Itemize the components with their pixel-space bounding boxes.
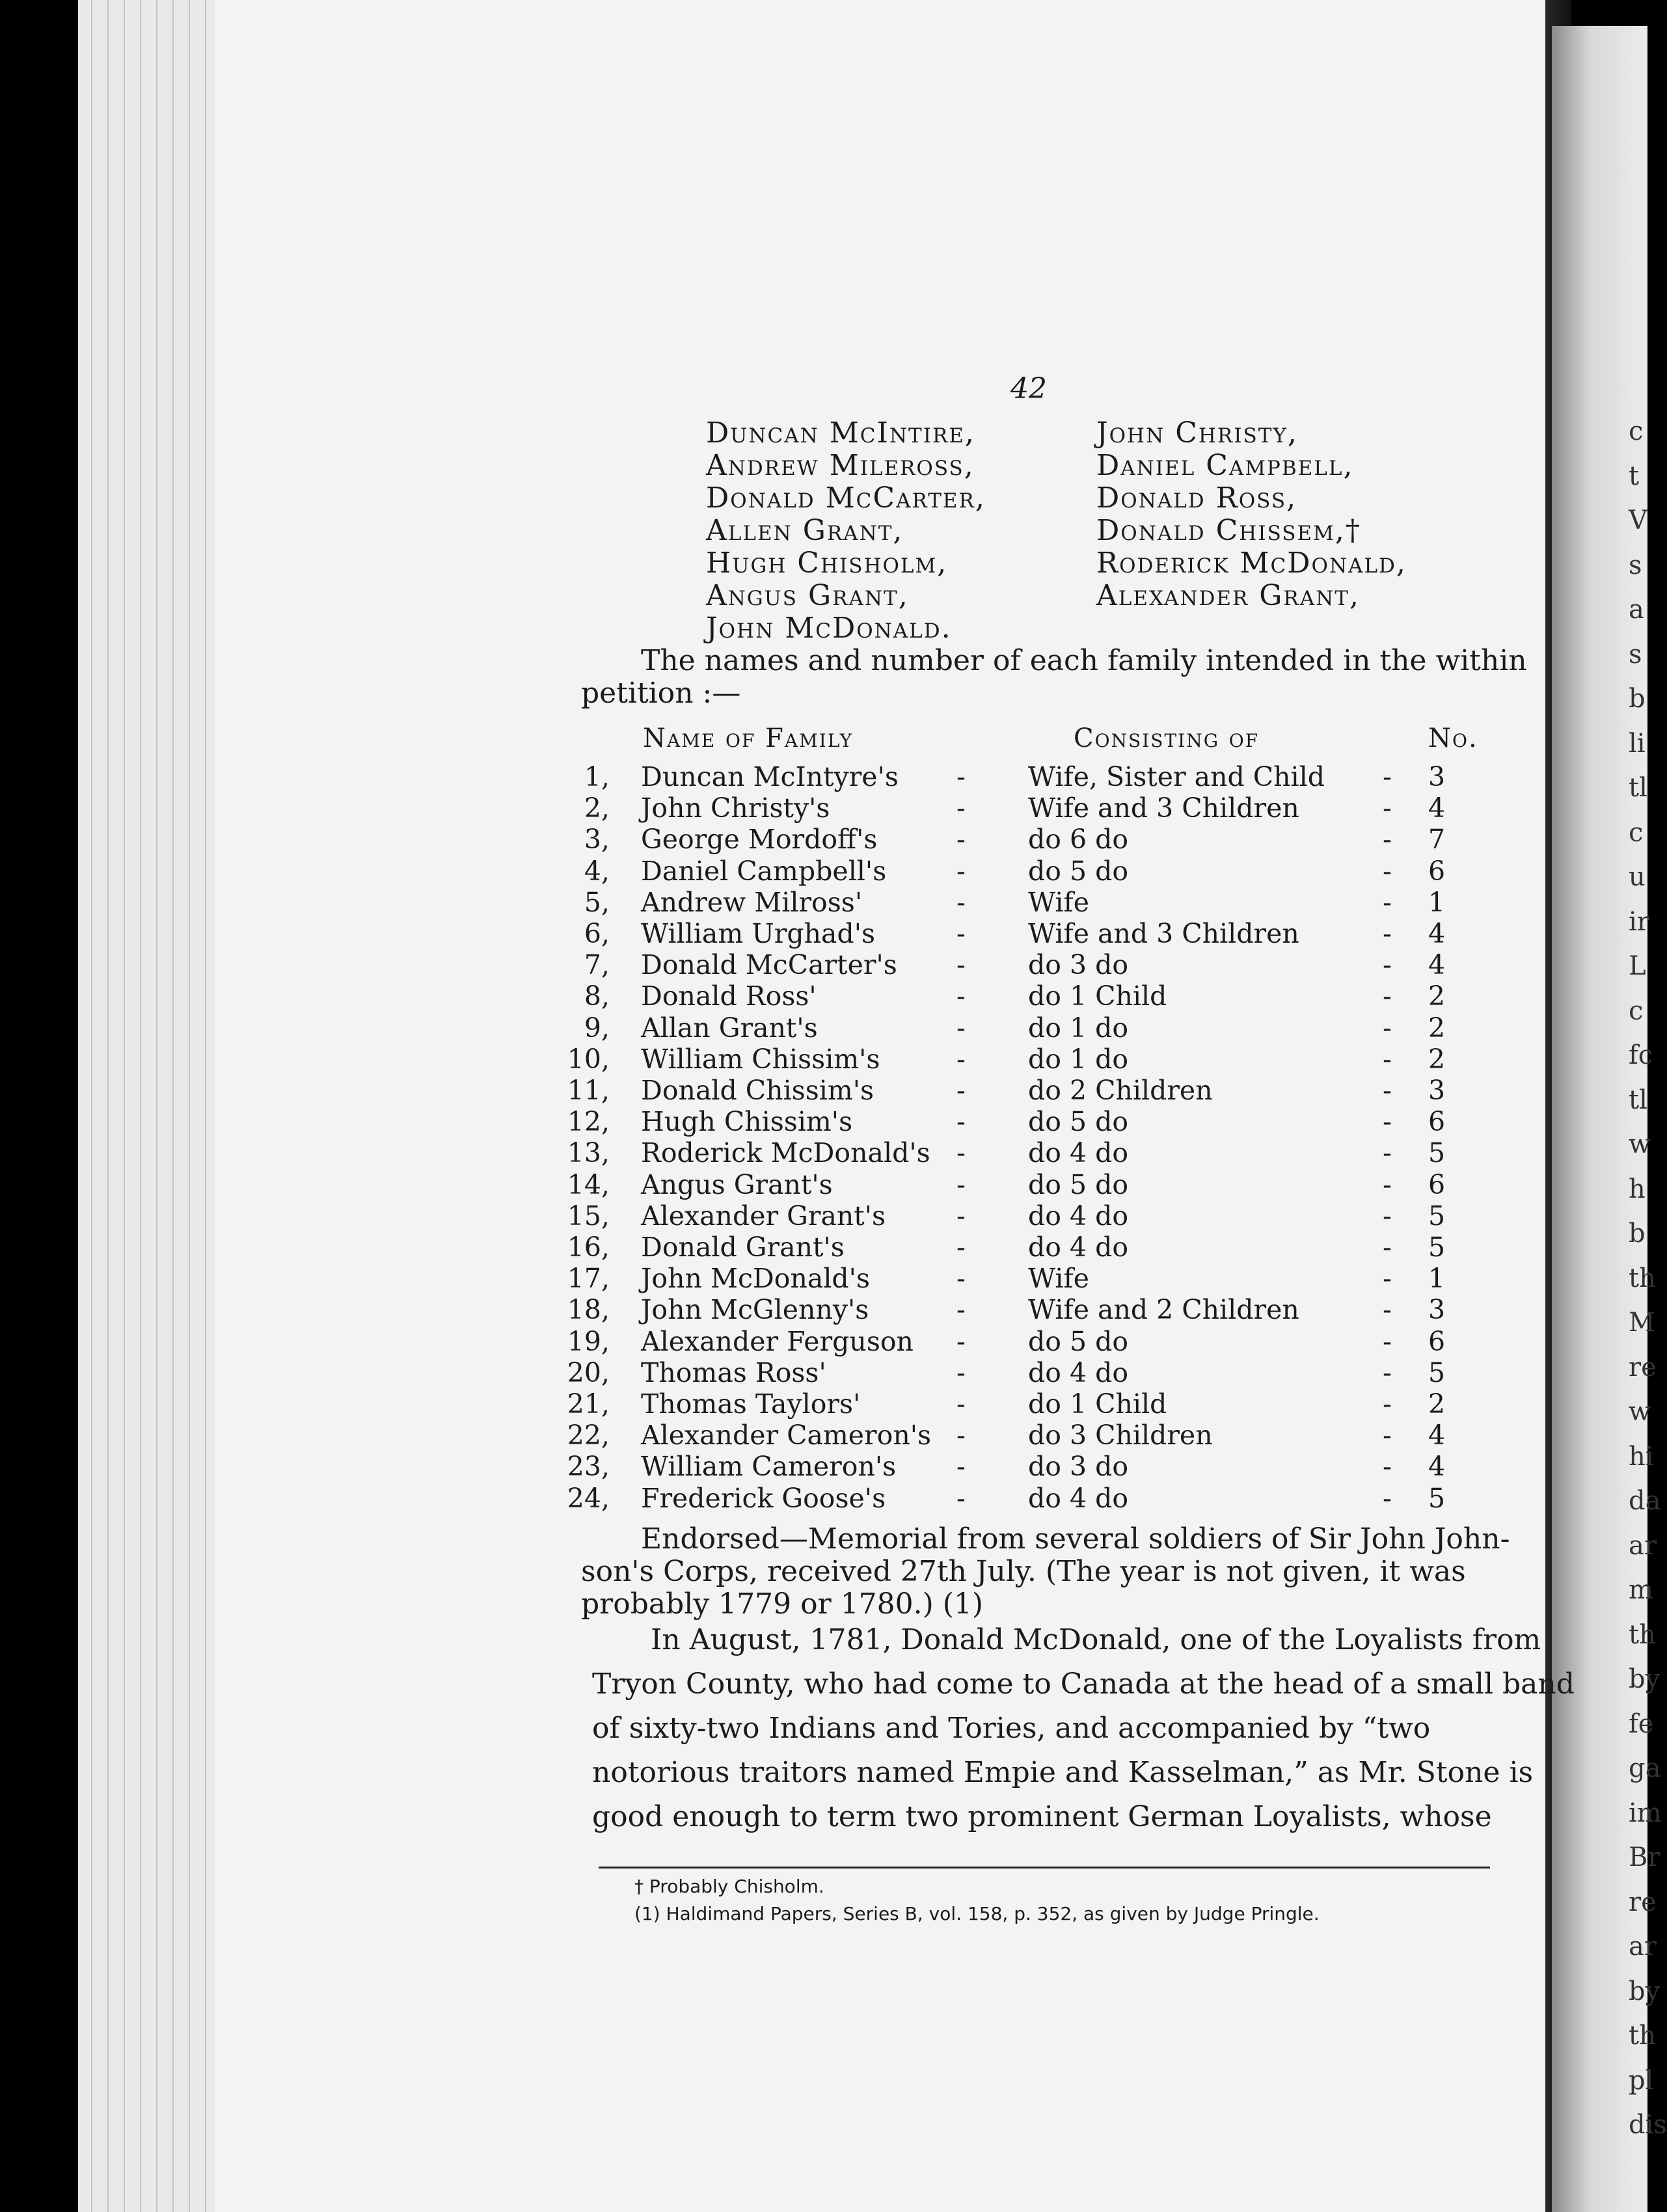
row-dash: - <box>1383 1388 1392 1420</box>
adjacent-page-fragment: ar <box>1629 1932 1657 1962</box>
row-dash: - <box>956 1106 966 1138</box>
signatory-right: Alexander Grant, <box>1096 579 1360 612</box>
signatory-left: Angus Grant, <box>706 579 909 612</box>
row-dash: - <box>956 1420 966 1451</box>
adjacent-page-fragment: c <box>1629 416 1644 446</box>
row-dash: - <box>1383 1356 1392 1388</box>
row-dash: - <box>1383 918 1392 949</box>
row-number: 4 <box>1428 792 1446 824</box>
row-dash: - <box>956 761 966 792</box>
row-dash: - <box>956 949 966 981</box>
row-family-name: Donald Grant's <box>641 1232 845 1263</box>
row-dash: - <box>956 1043 966 1075</box>
row-index: 11, <box>567 1075 610 1106</box>
page-number: 42 <box>1010 372 1047 405</box>
adjacent-page-fragment: li <box>1629 728 1646 759</box>
adjacent-page-fragment: im <box>1629 1798 1662 1828</box>
adjacent-page-fragment: fe <box>1629 1708 1654 1739</box>
signatory-left: John McDonald. <box>706 612 952 645</box>
row-dash: - <box>956 1200 966 1232</box>
adjacent-page-fragment: ir <box>1629 906 1649 937</box>
row-index: 7, <box>584 949 610 981</box>
adjacent-page-fragment: ga <box>1629 1753 1661 1783</box>
row-number: 5 <box>1428 1482 1446 1514</box>
row-dash: - <box>1383 1482 1392 1514</box>
table-row <box>0 761 1647 792</box>
row-family-name: Hugh Chissim's <box>641 1106 853 1138</box>
adjacent-page-fragment: V <box>1629 506 1647 535</box>
row-dash: - <box>1383 1012 1392 1044</box>
row-dash: - <box>1383 1075 1392 1106</box>
paragraph-line: Tryon County, who had come to Canada at the head of a small band <box>592 1667 1575 1701</box>
row-dash: - <box>956 1168 966 1200</box>
row-family-name: William Cameron's <box>641 1451 897 1483</box>
row-consisting: do 3 do <box>1028 949 1129 981</box>
header-no: No. <box>1428 723 1478 753</box>
row-family-name: Alexander Cameron's <box>641 1420 932 1451</box>
signatory-right: Daniel Campbell, <box>1096 449 1354 482</box>
table-row <box>0 1075 1647 1106</box>
signatory-left: Allen Grant, <box>706 514 904 547</box>
adjacent-page-fragment: M <box>1629 1308 1655 1338</box>
intro-line-2: petition :— <box>581 677 741 710</box>
row-dash: - <box>1383 1451 1392 1483</box>
row-consisting: do 5 do <box>1028 1168 1129 1200</box>
adjacent-page-fragment: L <box>1629 951 1646 981</box>
row-dash: - <box>1383 1043 1392 1075</box>
adjacent-page-fragment: ar <box>1629 1530 1657 1561</box>
adjacent-page-fragment: by <box>1629 1664 1660 1694</box>
row-dash: - <box>956 1388 966 1420</box>
row-dash: - <box>956 824 966 856</box>
row-index: 8, <box>584 980 610 1012</box>
row-dash: - <box>1383 1106 1392 1138</box>
row-consisting: do 1 Child <box>1028 1388 1167 1420</box>
paragraph-line: good enough to term two prominent German Loyalists, whose <box>592 1800 1492 1833</box>
row-index: 21, <box>567 1388 610 1420</box>
adjacent-page-fragment: w <box>1629 1397 1651 1427</box>
adjacent-page-fragment: dis <box>1629 2110 1667 2140</box>
row-index: 3, <box>584 824 610 856</box>
footnote-1: (1) Haldimand Papers, Series B, vol. 158, p. 352, as given by Judge Pringle. <box>634 1903 1320 1924</box>
row-dash: - <box>956 1294 966 1326</box>
row-dash: - <box>1383 792 1392 824</box>
row-dash: - <box>1383 1137 1392 1169</box>
signatory-left: Andrew Mileross, <box>706 449 975 482</box>
adjacent-page-fragment: s <box>1629 550 1642 580</box>
table-row <box>0 949 1647 980</box>
table-row <box>0 1263 1647 1294</box>
row-number: 4 <box>1428 1451 1446 1483</box>
row-index: 10, <box>567 1043 610 1075</box>
table-row <box>0 1044 1647 1075</box>
adjacent-page-fragment: by <box>1629 1976 1660 2006</box>
adjacent-page-fragment: c <box>1629 817 1644 848</box>
row-family-name: Andrew Milross' <box>641 886 863 918</box>
paragraph-line: In August, 1781, Donald McDonald, one of the Loyalists from <box>651 1623 1541 1656</box>
row-family-name: Roderick McDonald's <box>641 1137 930 1169</box>
row-dash: - <box>956 1232 966 1263</box>
row-family-name: John McDonald's <box>641 1263 870 1295</box>
row-number: 6 <box>1428 1106 1446 1138</box>
adjacent-page-fragment: re <box>1629 1887 1657 1917</box>
row-index: 6, <box>584 918 610 949</box>
row-index: 23, <box>567 1451 610 1483</box>
row-family-name: Daniel Campbell's <box>641 855 887 887</box>
row-consisting: do 4 do <box>1028 1200 1129 1232</box>
table-row <box>0 792 1647 824</box>
row-consisting: do 4 do <box>1028 1232 1129 1263</box>
signatory-right: John Christy, <box>1096 416 1298 450</box>
row-number: 6 <box>1428 1168 1446 1200</box>
row-number: 4 <box>1428 949 1446 981</box>
row-consisting: do 4 do <box>1028 1137 1129 1169</box>
row-number: 7 <box>1428 824 1446 856</box>
row-number: 5 <box>1428 1137 1446 1169</box>
row-number: 2 <box>1428 1043 1446 1075</box>
row-family-name: Thomas Taylors' <box>641 1388 861 1420</box>
row-dash: - <box>956 1263 966 1295</box>
signatory-left: Donald McCarter, <box>706 481 986 515</box>
table-row <box>0 1137 1647 1168</box>
row-number: 5 <box>1428 1356 1446 1388</box>
row-family-name: Donald Chissim's <box>641 1075 874 1106</box>
row-consisting: do 3 do <box>1028 1451 1129 1483</box>
row-consisting: do 5 do <box>1028 1106 1129 1138</box>
signatory-left: Duncan McIntire, <box>706 416 975 450</box>
table-row <box>0 824 1647 855</box>
endorsed-line: son's Corps, received 27th July. (The year is not given, it was <box>581 1555 1466 1588</box>
adjacent-page-fragment: th <box>1629 2021 1656 2051</box>
row-number: 1 <box>1428 1263 1446 1295</box>
adjacent-page-fragment: pl <box>1629 2065 1654 2096</box>
row-dash: - <box>956 1075 966 1106</box>
table-row <box>0 1451 1647 1482</box>
row-index: 9, <box>584 1012 610 1044</box>
row-index: 1, <box>584 761 610 792</box>
row-consisting: do 6 do <box>1028 824 1129 856</box>
table-row <box>0 1106 1647 1137</box>
signatory-left: Hugh Chisholm, <box>706 546 948 580</box>
adjacent-page-fragment: s <box>1629 639 1642 669</box>
adjacent-page-fragment: m <box>1629 1575 1653 1605</box>
adjacent-page-fragment: b <box>1629 684 1646 714</box>
adjacent-page-fragment: tl <box>1629 773 1647 803</box>
row-consisting: do 4 do <box>1028 1356 1129 1388</box>
row-dash: - <box>1383 1263 1392 1295</box>
row-index: 5, <box>584 886 610 918</box>
row-family-name: Duncan McIntyre's <box>641 761 899 792</box>
row-family-name: Thomas Ross' <box>641 1356 826 1388</box>
row-dash: - <box>956 1451 966 1483</box>
row-family-name: Alexander Ferguson <box>641 1325 914 1357</box>
row-family-name: Alexander Grant's <box>641 1200 886 1232</box>
adjacent-page-fragment: u <box>1629 862 1646 892</box>
adjacent-page-fragment: c <box>1629 995 1644 1026</box>
row-number: 2 <box>1428 1012 1446 1044</box>
row-consisting: do 3 Children <box>1028 1420 1213 1451</box>
row-index: 18, <box>567 1294 610 1326</box>
endorsed-line: Endorsed—Memorial from several soldiers of Sir John John- <box>641 1522 1510 1556</box>
table-row <box>0 1294 1647 1325</box>
row-number: 5 <box>1428 1200 1446 1232</box>
row-consisting: do 5 do <box>1028 855 1129 887</box>
row-consisting: Wife and 2 Children <box>1028 1294 1299 1326</box>
row-dash: - <box>1383 886 1392 918</box>
paragraph-line: of sixty-two Indians and Tories, and accompanied by “two <box>592 1712 1431 1745</box>
row-dash: - <box>1383 1168 1392 1200</box>
signatory-right: Roderick McDonald, <box>1096 546 1407 580</box>
row-index: 14, <box>567 1168 610 1200</box>
adjacent-page-fragment: b <box>1629 1219 1646 1248</box>
row-family-name: Frederick Goose's <box>641 1482 886 1514</box>
row-consisting: do 1 do <box>1028 1012 1129 1044</box>
row-index: 12, <box>567 1106 610 1138</box>
row-family-name: Allan Grant's <box>641 1012 818 1044</box>
adjacent-page-fragment: a <box>1629 595 1644 625</box>
row-index: 20, <box>567 1356 610 1388</box>
adjacent-page-fragment: tl <box>1629 1085 1647 1115</box>
row-index: 2, <box>584 792 610 824</box>
table-row <box>0 887 1647 918</box>
row-index: 13, <box>567 1137 610 1169</box>
row-number: 1 <box>1428 886 1446 918</box>
endorsed-line: probably 1779 or 1780.) (1) <box>581 1587 984 1621</box>
header-consisting-of: Consisting of <box>1074 723 1260 753</box>
row-dash: - <box>956 886 966 918</box>
adjacent-page-fragment: t <box>1629 461 1640 491</box>
table-row <box>0 1388 1647 1420</box>
table-row <box>0 1326 1647 1357</box>
intro-line: The names and number of each family intended in the within <box>641 644 1527 677</box>
row-dash: - <box>1383 980 1392 1012</box>
row-family-name: William Chissim's <box>641 1043 880 1075</box>
table-row <box>0 1357 1647 1388</box>
table-row <box>0 1420 1647 1451</box>
row-consisting: do 4 do <box>1028 1482 1129 1514</box>
row-family-name: George Mordoff's <box>641 824 878 856</box>
signatory-right: Donald Ross, <box>1096 481 1297 515</box>
adjacent-page-fragment: Br <box>1629 1842 1660 1872</box>
row-number: 3 <box>1428 1075 1446 1106</box>
header-name-of-family: Name of Family <box>643 723 854 753</box>
paragraph-line: notorious traitors named Empie and Kasselman,” as Mr. Stone is <box>592 1756 1534 1789</box>
row-dash: - <box>1383 1325 1392 1357</box>
row-dash: - <box>1383 1420 1392 1451</box>
table-row <box>0 1483 1647 1514</box>
footnote-rule <box>599 1867 1490 1868</box>
row-dash: - <box>956 1482 966 1514</box>
row-index: 4, <box>584 855 610 887</box>
row-dash: - <box>1383 1294 1392 1326</box>
row-consisting: do 5 do <box>1028 1325 1129 1357</box>
row-consisting: Wife <box>1028 1263 1089 1295</box>
row-dash: - <box>1383 824 1392 856</box>
row-family-name: William Urghad's <box>641 918 876 949</box>
row-number: 5 <box>1428 1232 1446 1263</box>
table-row <box>0 1232 1647 1263</box>
row-family-name: Donald Ross' <box>641 980 817 1012</box>
row-index: 22, <box>567 1420 610 1451</box>
row-index: 24, <box>567 1482 610 1514</box>
row-number: 6 <box>1428 1325 1446 1357</box>
row-dash: - <box>956 1137 966 1169</box>
table-row <box>0 856 1647 887</box>
row-dash: - <box>956 855 966 887</box>
table-row <box>0 1200 1647 1232</box>
row-family-name: Donald McCarter's <box>641 949 897 981</box>
row-dash: - <box>1383 949 1392 981</box>
row-consisting: Wife, Sister and Child <box>1028 761 1325 792</box>
signatory-right: Donald Chissem,† <box>1096 514 1361 547</box>
adjacent-page-fragment: re <box>1629 1352 1657 1382</box>
adjacent-page-fragment: hi <box>1629 1441 1654 1472</box>
row-number: 4 <box>1428 1420 1446 1451</box>
row-dash: - <box>956 918 966 949</box>
row-dash: - <box>956 980 966 1012</box>
row-number: 3 <box>1428 761 1446 792</box>
row-consisting: do 1 do <box>1028 1043 1129 1075</box>
table-row <box>0 918 1647 949</box>
row-consisting: do 2 Children <box>1028 1075 1213 1106</box>
row-consisting: Wife <box>1028 886 1089 918</box>
row-number: 2 <box>1428 980 1446 1012</box>
row-number: 2 <box>1428 1388 1446 1420</box>
row-number: 4 <box>1428 918 1446 949</box>
row-consisting: do 1 Child <box>1028 980 1167 1012</box>
row-family-name: John Christy's <box>641 792 830 824</box>
row-number: 3 <box>1428 1294 1446 1326</box>
row-index: 19, <box>567 1325 610 1357</box>
table-row <box>0 1012 1647 1044</box>
row-index: 16, <box>567 1232 610 1263</box>
row-dash: - <box>1383 855 1392 887</box>
adjacent-page-fragment: da <box>1629 1486 1661 1516</box>
row-dash: - <box>1383 761 1392 792</box>
row-dash: - <box>956 1012 966 1044</box>
row-number: 6 <box>1428 855 1446 887</box>
adjacent-page-fragment: th <box>1629 1619 1656 1650</box>
row-dash: - <box>956 1356 966 1388</box>
adjacent-page-fragment: th <box>1629 1263 1656 1293</box>
row-dash: - <box>1383 1232 1392 1263</box>
row-family-name: John McGlenny's <box>641 1294 869 1326</box>
row-dash: - <box>956 792 966 824</box>
adjacent-page-fragment: h <box>1629 1174 1646 1204</box>
footnote-dagger: † Probably Chisholm. <box>634 1876 824 1897</box>
row-dash: - <box>956 1325 966 1357</box>
row-index: 15, <box>567 1200 610 1232</box>
table-row <box>0 1169 1647 1200</box>
adjacent-page-fragment: fc <box>1629 1040 1653 1070</box>
row-dash: - <box>1383 1200 1392 1232</box>
row-index: 17, <box>567 1263 610 1295</box>
row-family-name: Angus Grant's <box>641 1168 833 1200</box>
table-row <box>0 980 1647 1012</box>
adjacent-page-fragment: w <box>1629 1129 1651 1159</box>
row-consisting: Wife and 3 Children <box>1028 918 1299 949</box>
row-consisting: Wife and 3 Children <box>1028 792 1299 824</box>
